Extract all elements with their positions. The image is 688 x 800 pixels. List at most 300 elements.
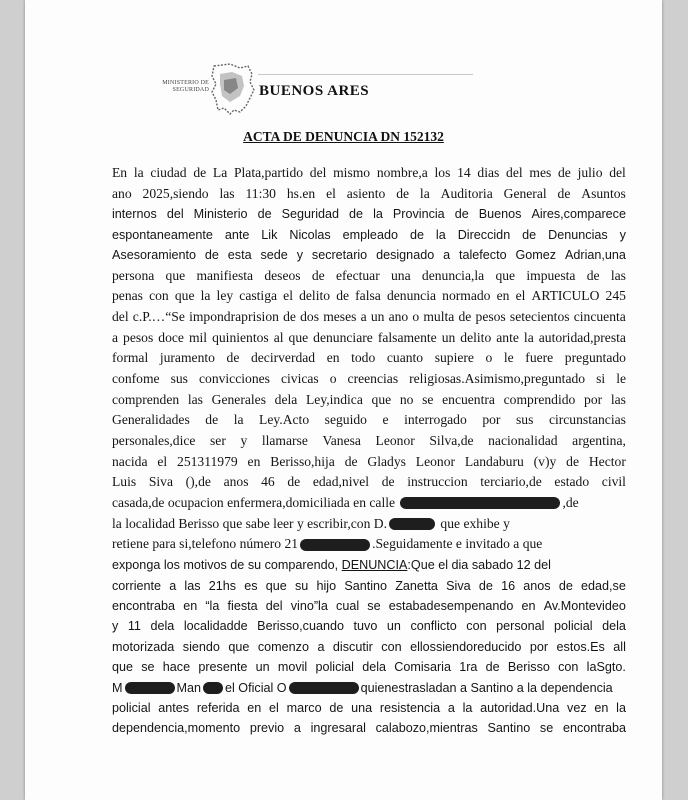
text-line — [112, 637, 626, 657]
text-word: y — [240, 433, 248, 449]
text-word: Lik — [261, 227, 278, 242]
text-word: hace — [162, 660, 191, 675]
text-word: ingresaral — [310, 721, 366, 736]
text-fragment: la localidad Berisso que sabe leer y escribir,con D. — [112, 515, 388, 531]
text-word: religiosas.Asimismo,preguntado — [409, 370, 586, 386]
text-word: en — [183, 598, 198, 613]
text-word: en — [247, 700, 262, 715]
text-word: estabadesempenando — [388, 598, 514, 613]
text-line — [112, 184, 626, 205]
document-page — [25, 0, 662, 800]
text-word: La — [212, 165, 228, 180]
text-word: mil — [188, 329, 208, 345]
ministry-label — [153, 80, 209, 94]
text-word: General — [503, 185, 547, 201]
denuncia-keyword: DENUNCIA — [341, 558, 408, 573]
text-word: comprendido — [503, 391, 576, 407]
text-word: Gomez — [515, 248, 557, 263]
text-word: ciudad — [150, 165, 187, 180]
text-word: con — [149, 288, 169, 304]
text-word: la — [616, 700, 626, 715]
text-line — [112, 390, 626, 411]
text-word: castiga — [239, 288, 278, 304]
text-word: Direccidn — [457, 227, 511, 242]
text-word: de — [558, 165, 571, 180]
text-word: la — [200, 288, 211, 304]
text-word: que — [165, 267, 186, 283]
text-word: fiesta — [227, 598, 258, 613]
text-word: o — [412, 308, 420, 324]
text-word: Adrian,una — [564, 248, 626, 263]
text-word: Asesoramiento — [112, 248, 196, 263]
text-word: de — [566, 453, 579, 469]
text-word: una — [351, 700, 373, 715]
text-word: esta — [227, 248, 252, 263]
text-word: por — [529, 639, 549, 654]
text-word: Luis — [112, 474, 137, 490]
text-word: de — [257, 207, 272, 222]
redaction-mark — [203, 682, 223, 694]
text-word: designado — [376, 248, 435, 263]
text-line — [112, 576, 626, 596]
text-word: siendo — [182, 639, 220, 654]
text-word: impondraprision — [189, 308, 279, 324]
text-word: deseos — [264, 267, 301, 283]
text-word: encontraba — [562, 721, 626, 736]
text-word: comenzo — [257, 639, 309, 654]
text-word: Av.Montevideo — [543, 598, 626, 613]
text-word: 46 — [261, 474, 275, 490]
text-word: encontraba — [112, 598, 176, 613]
text-word: la — [373, 207, 383, 222]
text-word: un — [441, 329, 456, 345]
text-word: las — [184, 578, 201, 593]
redaction-mark — [400, 497, 560, 509]
text-word: de — [396, 185, 410, 201]
text-word: Buenos — [478, 207, 522, 222]
text-word: falsamente — [377, 329, 437, 345]
text-word: doce — [158, 329, 184, 345]
text-word: denuncia,la — [421, 267, 485, 283]
text-word: un — [370, 308, 385, 324]
text-word: Nicolas — [289, 227, 331, 242]
text-word: localidadde — [183, 619, 248, 634]
text-word: mismo — [333, 165, 371, 180]
text-word: civicas — [280, 370, 319, 386]
text-word: Ley.Acto — [259, 412, 310, 428]
text-word: policial — [315, 660, 354, 675]
text-word: de — [586, 267, 600, 283]
text-fragment: M — [112, 680, 123, 695]
text-line — [112, 596, 626, 616]
text-word: argentina, — [572, 433, 626, 449]
text-word: ellossiendoreducido — [410, 639, 522, 654]
text-word: es — [244, 578, 258, 593]
text-word: laSgto. — [586, 660, 626, 675]
text-word: si — [596, 370, 606, 386]
text-word: denunciare — [313, 329, 373, 345]
text-word: le — [616, 370, 626, 386]
text-fragment: .Seguidamente e invitado a que — [372, 536, 543, 552]
text-word: corriente — [112, 578, 161, 593]
text-word: con — [381, 639, 402, 654]
text-word: que — [112, 660, 134, 675]
text-word: en — [496, 288, 510, 304]
text-word: denuncia — [386, 288, 437, 304]
text-word: Hector — [588, 453, 626, 469]
text-word: civil — [601, 474, 626, 490]
text-line — [112, 452, 626, 473]
text-word: que — [265, 578, 287, 593]
text-word: Leonor — [375, 433, 415, 449]
text-word: 11 — [127, 619, 141, 634]
text-word: de — [409, 227, 424, 242]
text-word: edad,se — [581, 578, 626, 593]
text-word: Siva — [148, 474, 173, 490]
text-word: de — [458, 308, 472, 324]
text-fragment: exponga los motivos de su comparendo, — [112, 558, 342, 573]
text-word: por — [482, 412, 501, 428]
text-word: dependencia,momento — [112, 721, 241, 736]
text-word: fuere — [525, 350, 554, 366]
text-line — [112, 245, 626, 265]
text-word: ARTICULO — [531, 288, 600, 304]
text-line — [112, 698, 626, 718]
text-word: circunstancias — [548, 412, 626, 428]
text-word: pesos — [123, 329, 154, 345]
text-word: de — [193, 165, 207, 180]
text-fragment: el Oficial O — [225, 680, 287, 695]
text-line — [112, 369, 626, 390]
text-word: se — [141, 660, 155, 675]
text-fragment: casada,de ocupacion enfermera,domiciliada en calle — [112, 495, 399, 511]
text-word: las — [610, 267, 626, 283]
text-word: la — [523, 329, 534, 345]
redaction-mark — [389, 518, 435, 530]
text-word: sus — [516, 412, 534, 428]
text-word: empleado — [342, 227, 398, 242]
text-word: secretario — [311, 248, 368, 263]
text-word: presente — [198, 660, 248, 675]
text-word: estado — [554, 474, 590, 490]
text-word: su — [294, 578, 309, 593]
text-word: ante — [496, 329, 519, 345]
redaction-mark — [300, 539, 370, 551]
text-word: interrogado — [404, 412, 467, 428]
text-word: Berisso,hija — [270, 453, 335, 469]
text-word: las — [187, 391, 203, 407]
text-word: ano — [388, 308, 409, 324]
text-word: del — [506, 165, 523, 180]
text-word: dela — [602, 619, 626, 634]
text-word: (v)y — [533, 453, 557, 469]
text-word: Aires,comparece — [531, 207, 626, 222]
text-word: juramento — [159, 350, 215, 366]
text-word: quinientos — [212, 329, 269, 345]
text-word: 2025,siendo — [142, 185, 209, 201]
text-word: a — [360, 308, 367, 324]
text-word: y — [112, 619, 119, 634]
text-word: llamarse — [261, 433, 308, 449]
text-line — [112, 204, 626, 224]
text-word: anos — [523, 578, 551, 593]
text-fragment: retiene para si,telefono número 21 — [112, 536, 299, 552]
text-word: que — [174, 288, 195, 304]
text-line — [112, 431, 626, 452]
text-word: espontaneamente — [112, 227, 213, 242]
text-word: a — [169, 578, 177, 593]
ministry-line-1: MINISTERIO DE — [162, 80, 209, 86]
text-word: de — [454, 207, 469, 222]
text-word: formal — [112, 350, 149, 366]
text-word: previo — [249, 721, 285, 736]
text-line — [112, 718, 626, 738]
text-word: Landaburu — [464, 453, 524, 469]
text-word: dela — [274, 391, 298, 407]
text-word: Gladys — [367, 453, 406, 469]
text-word: del — [265, 598, 283, 613]
text-word: no — [399, 391, 414, 407]
text-word: antes — [158, 700, 190, 715]
text-word: de — [204, 248, 219, 263]
text-line — [112, 286, 626, 307]
text-word: de — [344, 453, 358, 469]
header-divider — [258, 74, 473, 75]
text-word: dela — [362, 660, 387, 675]
text-word: autoridad,presta — [538, 329, 626, 345]
letterhead — [153, 60, 533, 120]
text-word: Ministerio — [193, 207, 248, 222]
text-word: con — [466, 619, 487, 634]
text-word: del — [166, 207, 184, 222]
text-word: decirverdad — [250, 350, 316, 366]
text-word: seguido — [324, 412, 367, 428]
text-word: que — [495, 267, 516, 283]
text-word: pesos — [475, 308, 506, 324]
text-word: julio — [577, 165, 603, 180]
text-word: Asuntos — [581, 185, 626, 201]
text-word: el — [515, 288, 526, 304]
text-word: ser — [210, 433, 226, 449]
text-word: del — [112, 308, 129, 324]
text-word: al — [273, 329, 284, 345]
text-word: calabozo,mientras — [375, 721, 478, 736]
text-fragment: :Que el dia sabado 12 del — [407, 558, 551, 573]
document-body — [112, 163, 626, 739]
text-word: Seguridad — [281, 207, 340, 222]
text-word: discutir — [332, 639, 373, 654]
text-word: o — [329, 370, 337, 386]
text-word: ante — [224, 227, 250, 242]
text-word: del — [609, 165, 626, 180]
text-word: nombre,a — [376, 165, 428, 180]
text-word: vino”la — [290, 598, 328, 613]
text-word: Silva,de — [429, 433, 474, 449]
text-line — [112, 616, 626, 636]
text-word: todo — [351, 350, 376, 366]
text-word: personales,dice — [112, 433, 196, 449]
text-word: dela — [150, 619, 175, 634]
text-word: penas — [112, 288, 143, 304]
text-word: a — [447, 700, 455, 715]
text-word: c.P.…“Se — [132, 308, 185, 324]
text-word: en — [594, 700, 609, 715]
text-word: anos — [223, 474, 249, 490]
text-word: impuesta — [526, 267, 576, 283]
text-fragment: quienestrasladan a Santino a la dependencia — [360, 680, 613, 695]
text-word: de — [381, 474, 395, 490]
text-word: Denuncias — [548, 227, 608, 242]
text-word: edad,nivel — [312, 474, 370, 490]
text-word: se — [539, 721, 554, 736]
text-word: a — [317, 639, 325, 654]
text-word: delito — [460, 329, 492, 345]
text-word: en — [247, 453, 261, 469]
text-word: 16 — [501, 578, 516, 593]
text-word: terciario,de — [480, 474, 542, 490]
text-word: dos — [300, 308, 320, 324]
text-line — [112, 266, 626, 287]
text-word: Zanetta — [395, 578, 438, 593]
text-line — [112, 555, 626, 575]
text-word: multa — [423, 308, 455, 324]
text-word: a — [443, 248, 451, 263]
text-word: creencias — [347, 370, 399, 386]
text-line — [112, 307, 626, 328]
text-word: autoridad.Una — [480, 700, 560, 715]
text-word: 21hs — [208, 578, 237, 593]
text-word: delito — [299, 288, 331, 304]
text-word: y — [296, 248, 303, 263]
text-word: Auditoria — [440, 185, 493, 201]
text-word: Leonor — [415, 453, 456, 469]
text-word: de — [557, 185, 571, 201]
text-word: Berisso — [507, 660, 550, 675]
text-word: referida — [196, 700, 240, 715]
text-word: el — [157, 453, 168, 469]
text-word: la — [133, 165, 144, 180]
text-word: se — [367, 598, 381, 613]
text-word: estos.Es — [556, 639, 605, 654]
redaction-mark — [289, 682, 359, 694]
text-word: le — [503, 350, 514, 366]
text-word: nacida — [112, 453, 148, 469]
text-word: un — [386, 619, 401, 634]
redaction-mark — [125, 682, 175, 694]
text-word: de — [283, 308, 296, 324]
text-line — [112, 410, 626, 431]
text-word: una — [391, 267, 411, 283]
text-word: sus — [170, 370, 188, 386]
text-fragment: que exhibe y — [437, 515, 510, 531]
text-word: el — [269, 700, 279, 715]
text-word: falsa — [355, 288, 381, 304]
text-word: Santino — [487, 721, 531, 736]
text-word: persona — [112, 267, 155, 283]
text-word: de — [478, 578, 493, 593]
text-word: asiento — [346, 185, 386, 201]
text-word: cual — [336, 598, 360, 613]
text-line — [112, 493, 626, 514]
text-word: all — [613, 639, 626, 654]
text-word: Generales — [211, 391, 266, 407]
text-word: tuvo — [353, 619, 378, 634]
text-word: la — [419, 185, 430, 201]
text-word: hs.en — [286, 185, 316, 201]
text-word: En — [112, 165, 128, 180]
text-fragment: Man — [176, 680, 201, 695]
text-word: de — [349, 207, 364, 222]
text-word: efectuar — [335, 267, 380, 283]
text-word: en — [521, 598, 536, 613]
text-word: de — [485, 660, 500, 675]
city-name: BUENOS ARES — [259, 83, 370, 99]
text-word: (),de — [185, 474, 211, 490]
text-word: 11:30 — [245, 185, 276, 201]
text-word: cincuenta — [573, 308, 626, 324]
text-word: 245 — [605, 288, 626, 304]
buenos-aires-province-map-icon — [210, 60, 256, 116]
text-word: Santino — [344, 578, 388, 593]
text-word: motorizada — [112, 639, 175, 654]
text-word: nacionalidad — [488, 433, 558, 449]
text-word: que — [288, 329, 309, 345]
text-word: a — [293, 721, 301, 736]
text-word: mes — [529, 165, 552, 180]
text-word: convicciones — [198, 370, 270, 386]
text-word: marco — [286, 700, 322, 715]
text-word: 251311979 — [177, 453, 238, 469]
text-word: que — [228, 639, 250, 654]
text-line — [112, 657, 626, 677]
text-word: e — [382, 412, 389, 428]
document-title: ACTA DE DENUNCIA DN 152132 — [243, 129, 444, 144]
text-word: la — [233, 412, 244, 428]
text-line — [112, 163, 626, 184]
text-word: de — [329, 700, 344, 715]
text-word: el — [283, 288, 293, 304]
text-word: por — [584, 391, 603, 407]
text-word: de — [336, 288, 350, 304]
text-word: de — [205, 412, 219, 428]
text-word: en — [326, 350, 340, 366]
text-word: cuanto — [386, 350, 424, 366]
text-word: la — [462, 700, 473, 715]
text-word: movil — [277, 660, 308, 675]
text-word: ano — [112, 185, 132, 201]
text-word: resistencia — [379, 700, 441, 715]
text-word: vez — [567, 700, 587, 715]
text-word: preguntado — [564, 350, 626, 366]
text-word: de — [522, 227, 537, 242]
text-word: Vanesa — [322, 433, 361, 449]
text-word: que — [371, 391, 392, 407]
text-word: comprenden — [112, 391, 180, 407]
text-word: la — [435, 227, 446, 242]
text-word: setecientos — [509, 308, 570, 324]
text-word: talefecto — [459, 248, 507, 263]
text-word: 14 — [457, 165, 471, 180]
text-line — [112, 328, 626, 349]
text-line — [112, 678, 626, 698]
text-word: encuentra — [442, 391, 495, 407]
text-word: personal — [496, 619, 545, 634]
text-line — [112, 514, 626, 535]
text-word: ley — [216, 288, 234, 304]
text-word: de — [311, 267, 325, 283]
text-line — [112, 225, 626, 245]
text-word: Generalidades — [112, 412, 190, 428]
